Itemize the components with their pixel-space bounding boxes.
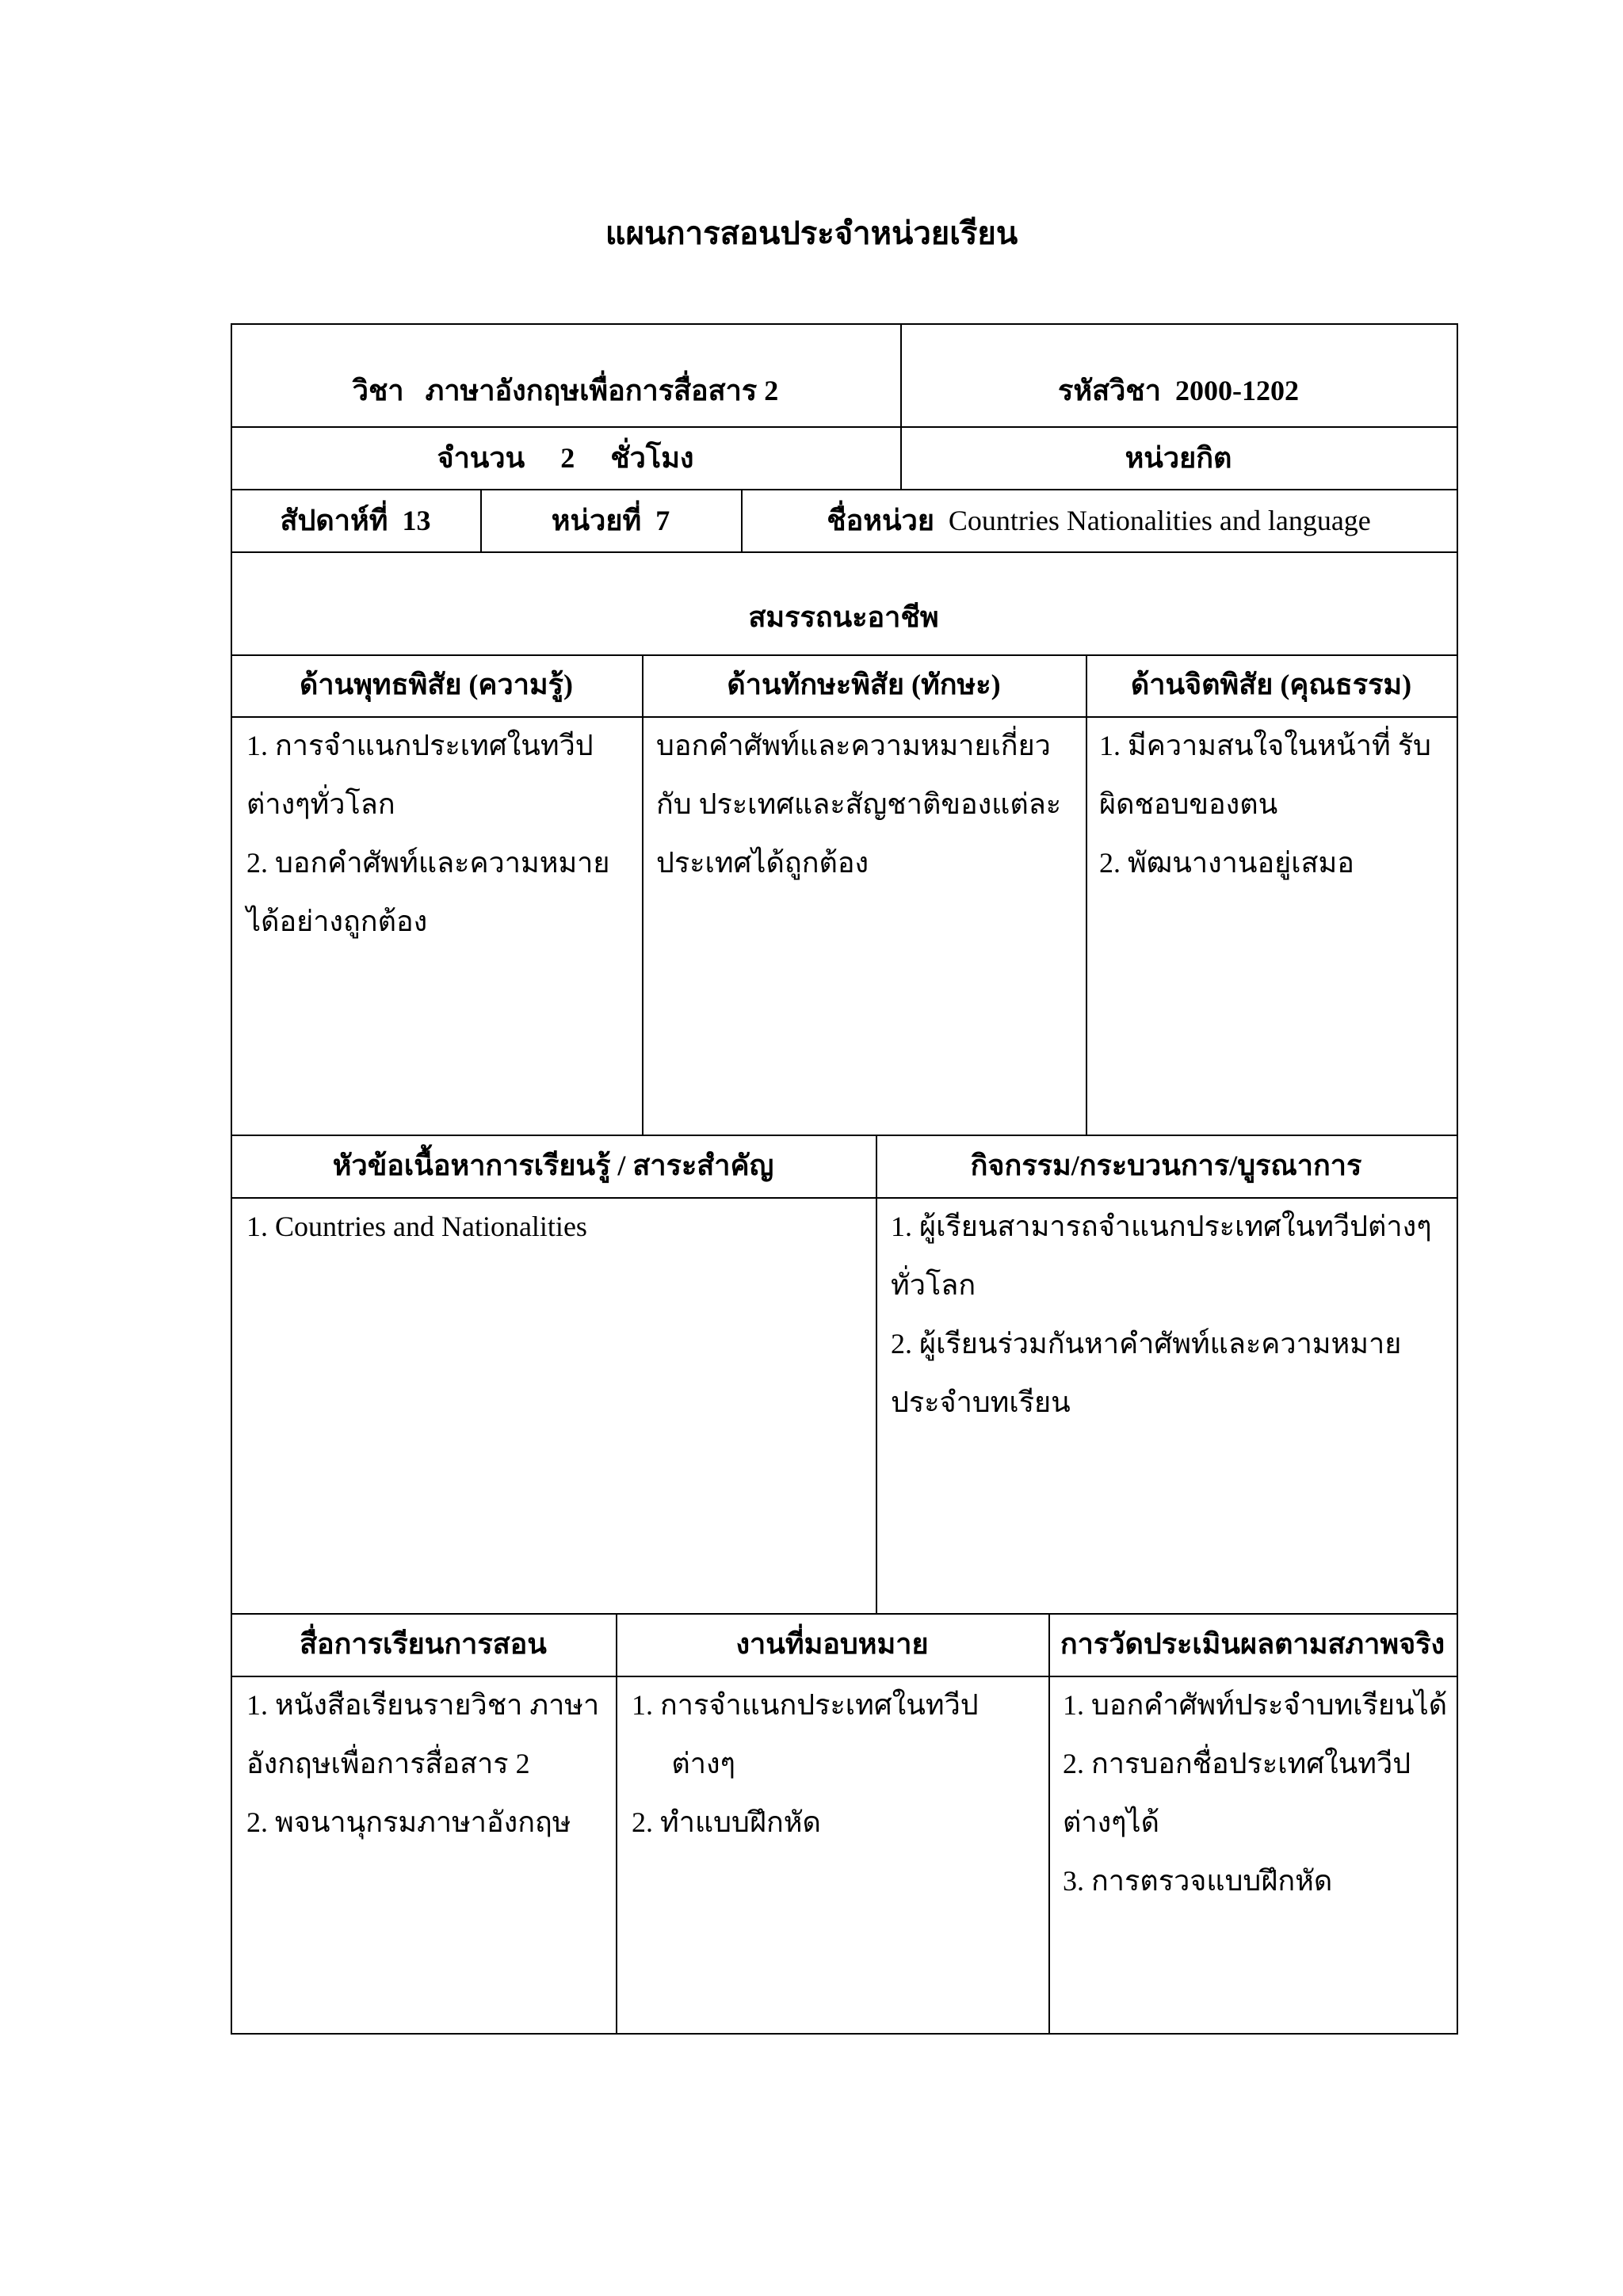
list-item: 2. พจนานุกรมภาษาอังกฤษ xyxy=(246,1806,571,1838)
subject-cell xyxy=(231,361,900,420)
table-border-right xyxy=(1457,323,1458,2035)
activity-list xyxy=(891,1197,1445,1432)
content-topic-list xyxy=(246,1197,865,1256)
course-code-label: รหัสวิชา xyxy=(1058,375,1161,406)
row-divider xyxy=(231,489,1458,490)
list-item: 2. บอกคำศัพท์และความหมาย ได้อย่างถูกต้อง xyxy=(246,847,610,937)
unit-label: หน่วยที่ xyxy=(551,505,642,536)
week-cell xyxy=(231,491,480,550)
table-border-top xyxy=(231,323,1458,325)
competency-skill-header: ด้านทักษะพิสัย (ทักษะ) xyxy=(727,669,1001,700)
activity-header: กิจกรรม/กระบวนการ/บูรณาการ xyxy=(970,1150,1362,1181)
row-divider xyxy=(231,551,1458,553)
credit-label: หน่วยกิต xyxy=(1125,442,1232,474)
list-item: 1. Countries and Nationalities xyxy=(246,1211,587,1242)
unit-number-cell xyxy=(480,491,741,550)
week-label: สัปดาห์ที่ xyxy=(280,505,388,536)
table-border-bottom xyxy=(231,2033,1458,2035)
content-topic-header: หัวข้อเนื้อหาการเรียนรู้ / สาระสำคัญ xyxy=(332,1150,774,1181)
course-code-value: 2000-1202 xyxy=(1174,375,1299,406)
assignment-header: งานที่มอบหมาย xyxy=(735,1628,929,1660)
unit-name-value: Countries Nationalities and language xyxy=(948,505,1371,536)
list-item: 2. พัฒนางานอยู่เสมอ xyxy=(1099,847,1354,879)
hours-label: จำนวน xyxy=(437,442,525,474)
assessment-list xyxy=(1063,1676,1451,1910)
media-header: สื่อการเรียนการสอน xyxy=(300,1628,547,1660)
unit-name-cell xyxy=(741,491,1457,550)
list-item: 3. การตรวจแบบฝึกหัด xyxy=(1063,1865,1333,1897)
column-divider xyxy=(642,654,643,1136)
list-item: 1. การจำแนกประเทศในทวีป ต่างๆทั่วโลก xyxy=(246,730,594,820)
assessment-header: การวัดประเมินผลตามสภาพจริง xyxy=(1060,1628,1445,1660)
competency-skill-text: บอกคำศัพท์และความหมายเกี่ยวกับ ประเทศและสัญชาติของแต่ละ ประเทศได้ถูกต้อง xyxy=(656,730,1062,879)
column-divider xyxy=(616,1613,617,2035)
list-item: 2. การบอกชื่อประเทศในทวีป ต่างๆได้ xyxy=(1063,1748,1411,1838)
week-value: 13 xyxy=(402,505,431,536)
column-divider xyxy=(876,1135,877,1615)
list-item: 2. ผู้เรียนร่วมกันหาคำศัพท์และความหมาย ประจำบทเรียน xyxy=(891,1328,1402,1418)
list-item: 1. ผู้เรียนสามารถจำแนกประเทศในทวีปต่างๆ ทั่วโลก xyxy=(891,1211,1432,1301)
competency-knowledge-header: ด้านพุทธพิสัย (ความรู้) xyxy=(300,669,573,700)
row-divider xyxy=(231,426,1458,428)
list-item: 2. ทำแบบฝึกหัด xyxy=(632,1806,821,1838)
unit-value: 7 xyxy=(655,505,670,536)
media-list xyxy=(246,1676,607,1852)
competency-knowledge-list xyxy=(246,716,627,951)
credit-cell xyxy=(900,429,1457,487)
list-item: 1. มีความสนใจในหน้าที่ รับผิดชอบของตน xyxy=(1099,730,1431,820)
unit-name-label: ชื่อหน่วย xyxy=(827,505,934,536)
subject-label: วิชา xyxy=(352,375,404,406)
competency-title: สมรรถนะอาชีพ xyxy=(748,601,939,633)
list-item: 1. บอกคำศัพท์ประจำบทเรียนได้ xyxy=(1063,1689,1448,1721)
competency-attitude-list xyxy=(1099,716,1448,892)
list-item: 1. หนังสือเรียนรายวิชา ภาษาอังกฤษเพื่อการสื่อสาร 2 xyxy=(246,1689,600,1779)
assignment-list xyxy=(632,1676,1040,1852)
page-title: แผนการสอนประจำหน่วยเรียน xyxy=(605,215,1018,251)
course-code-cell xyxy=(900,361,1457,420)
hours-value: 2 xyxy=(560,442,575,474)
hours-unit: ชั่วโมง xyxy=(610,442,694,474)
column-divider xyxy=(1086,654,1087,1136)
hours-cell xyxy=(231,429,900,487)
list-item: 1. การจำแนกประเทศในทวีป ต่างๆ xyxy=(632,1689,979,1779)
column-divider xyxy=(1048,1613,1050,2035)
competency-attitude-header: ด้านจิตพิสัย (คุณธรรม) xyxy=(1130,669,1412,700)
subject-name: ภาษาอังกฤษเพื่อการสื่อสาร 2 xyxy=(425,375,779,406)
